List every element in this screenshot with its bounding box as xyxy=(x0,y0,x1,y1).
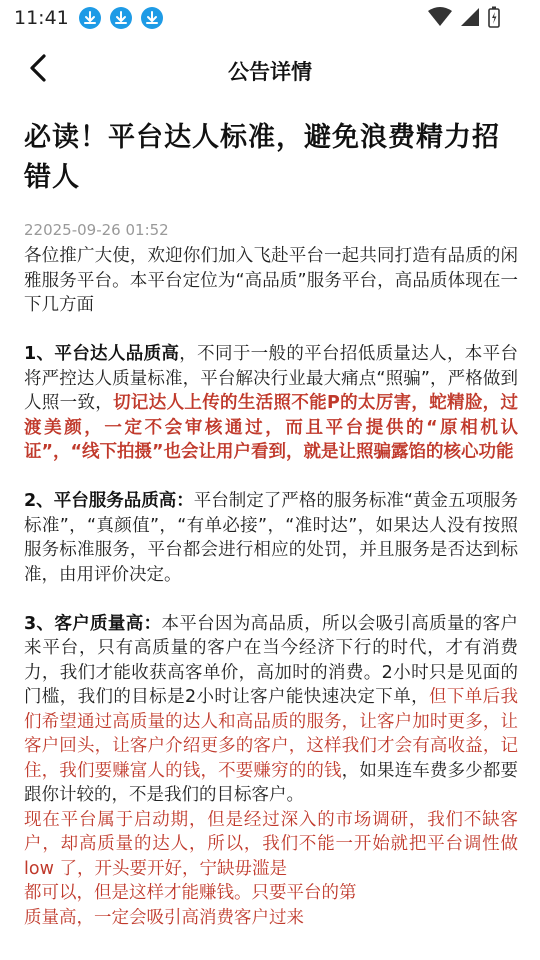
section-1-text: ，不同于一般的平台招低质量达人，本平台将严控达人质量标准，平台解决行业最大痛点“照骗”，严格做到人照一致， xyxy=(24,344,518,413)
section-4 xyxy=(24,808,518,882)
wifi-icon xyxy=(428,7,452,27)
article xyxy=(24,118,518,930)
intro-paragraph: 各位推广大使，欢迎你们加入飞赴平台一起共同打造有品质的闲雅服务平台。本平台定位为“高品质”服务平台，高品质体现在一下几方面 xyxy=(24,246,518,315)
download-icon xyxy=(141,7,163,29)
section-3-heading: 3、客户质量高： xyxy=(24,613,162,634)
download-icon xyxy=(79,7,101,29)
article-title: 必读！平台达人标准，避免浪费精力招错人 xyxy=(24,122,500,193)
download-icon xyxy=(110,7,132,29)
section-2-heading: 2、平台服务品质高： xyxy=(24,491,194,511)
section-4-highlight: 现在平台属于启动期，但是经过深入的市场调研，我们不缺客户，却高质量的达人，所以，我们不能一开始就把平台调性做 low 了，开头要开好，宁缺毋滥是 xyxy=(24,809,518,879)
battery-icon xyxy=(488,6,500,28)
section-1 xyxy=(24,342,518,465)
article-body xyxy=(24,244,518,930)
section-4-line-3: 质量高，一定会吸引高消费客户过来 xyxy=(24,907,304,928)
section-3-text: 本平台因为高品质，所以会吸引高质量的客户来平台，只有高质量的客户在当今经济下行的时代，才有消费力，我们才能收获高客单价，高加时的消费。2小时只是见面的门槛，我们的目标是2小时让客户能快速决定下单， xyxy=(24,613,518,707)
status-bar xyxy=(0,0,540,36)
section-2-text: 平台制定了严格的服务标准“黄金五项服务标准”，“真颜值”，“有单必接”，“准时达”，如果达人没有按照服务标准服务，平台都会进行相应的处罚，并且服务是否达到标准，由用评价决定。 xyxy=(24,491,518,585)
status-icons xyxy=(428,6,500,28)
section-3-highlight: 但下单后我们希望通过高质量的达人和高品质的服务，让客户加时更多，让客户回头，让客户介绍更多的客户，这样我们才会有高收益，记住，我们要赚富人的钱，不要赚穷的的钱 xyxy=(24,687,519,781)
article-date: 22025-09-26 01:52 xyxy=(24,221,169,239)
section-4-line-2: 都可以，但是这样才能赚钱。只要平台的第 xyxy=(24,883,357,903)
section-2 xyxy=(24,489,518,587)
page-title: 公告详情 xyxy=(228,60,312,84)
section-1-highlight: 切记达人上传的生活照不能P的太厉害，蛇精脸，过渡美颜，一定不会审核通过，而且平台提供的“原相机认证”，“线下拍摄”也会让用户看到，就是让照骗露馅的核心功能 xyxy=(24,393,518,462)
section-3 xyxy=(24,612,518,808)
app-bar xyxy=(0,40,540,98)
signal-icon xyxy=(460,7,480,27)
status-time: 11:41 xyxy=(14,7,69,29)
section-3-text-2: ，如果连车费多少都要跟你计较的，不是我们的目标客户。 xyxy=(24,760,519,805)
section-1-heading: 1、平台达人品质高 xyxy=(24,344,180,364)
